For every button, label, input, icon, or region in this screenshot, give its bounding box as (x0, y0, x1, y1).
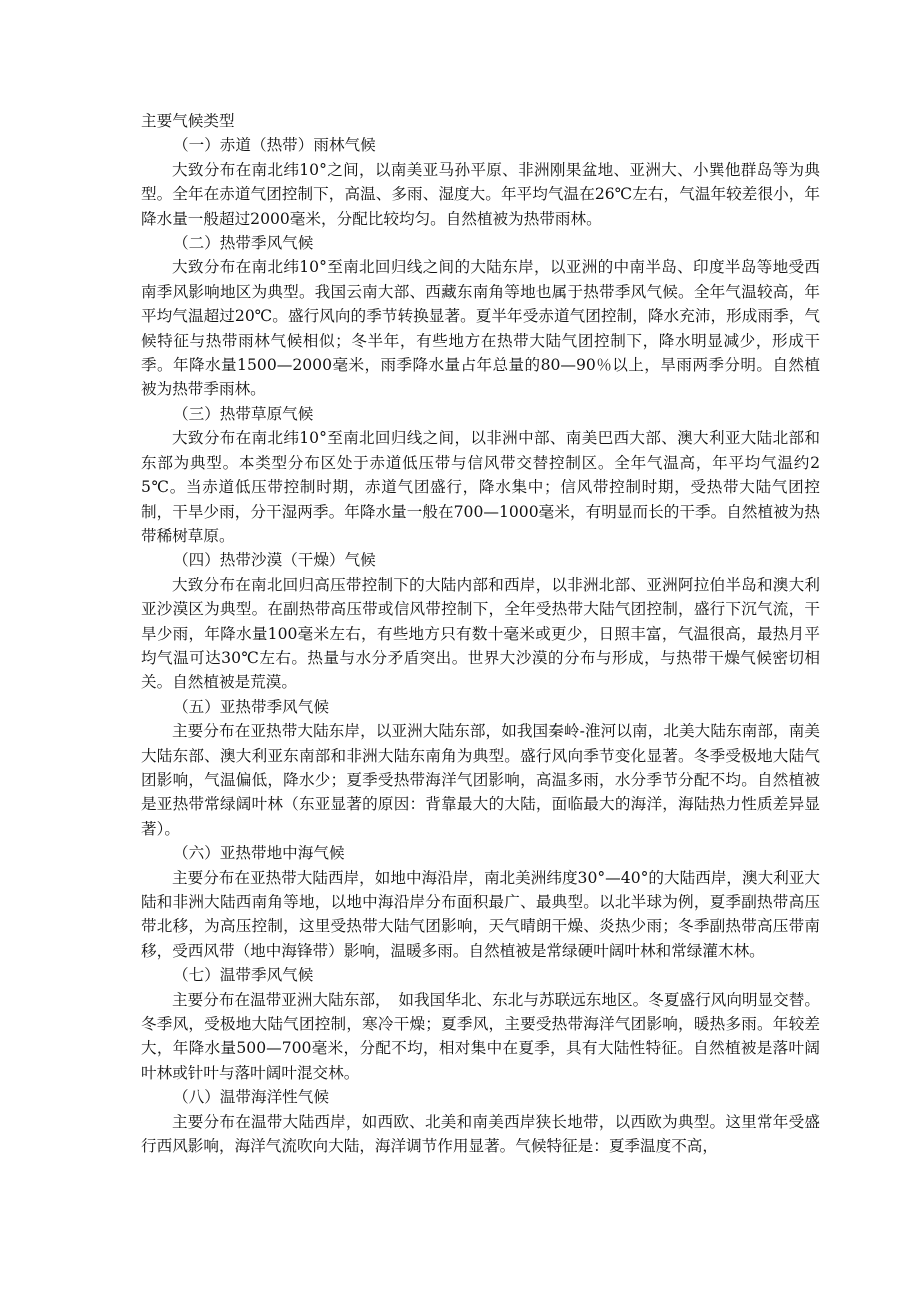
section-tropical-desert (141, 548, 820, 694)
section-body: 主要分布在温带大陆西岸，如西欧、北美和南美西岸狭长地带，以西欧为典型。这里常年受盛行西风影响，海洋气流吹向大陆，海洋调节作用显著。气候特征是：夏季温度不高， (141, 1112, 820, 1156)
section-heading: （一）赤道（热带）雨林气候 (173, 136, 376, 155)
section-heading: （八）温带海洋性气候 (173, 1088, 329, 1107)
section-tropical-monsoon (141, 231, 820, 402)
section-body: 主要分布在亚热带大陆东岸，以亚洲大陆东部，如我国秦岭-淮河以南，北美大陆东南部，南美大陆东部、澳大利亚东南部和非洲大陆东南角为典型。盛行风向季节变化显著。冬季受极地大陆气团影响，气温偏低，降水少；夏季受热带海洋气团影响，高温多雨，水分季节分配不均。自然植被是亚热带常绿阔叶林（东亚显著的原因：背靠最大的大陆，面临最大的海洋，海陆热力性质差异显著）。 (141, 722, 820, 838)
section-heading: （二）热带季风气候 (173, 234, 314, 253)
section-body: 主要分布在温带亚洲大陆东部， 如我国华北、东北与苏联远东地区。冬夏盛行风向明显交替。冬季风，受极地大陆气团控制，寒冷干燥；夏季风，主要受热带海洋气团影响，暖热多雨。年较差大，年降水量500—700毫米，分配不均，相对集中在夏季，具有大陆性特征。自然植被是落叶阔叶林或针叶与落叶阔叶混交林。 (141, 990, 820, 1082)
section-heading: （五）亚热带季风气候 (173, 697, 329, 716)
section-heading: （七）温带季风气候 (173, 966, 314, 985)
section-subtropical-monsoon (141, 695, 820, 841)
section-body: 大致分布在南北纬10°之间，以南美亚马孙平原、非洲刚果盆地、亚洲大、小巽他群岛等为典型。全年在赤道气团控制下，高温、多雨、湿度大。年平均气温在26℃左右，气温年较差很小，年降水量一般超过2000毫米，分配比较均匀。自然植被为热带雨林。 (141, 160, 820, 228)
section-tropical-savanna (141, 402, 820, 548)
section-heading: （四）热带沙漠（干燥）气候 (173, 551, 376, 570)
section-temperate-oceanic (141, 1085, 820, 1158)
section-body: 主要分布在亚热带大陆西岸，如地中海沿岸，南北美洲纬度30°—40°的大陆西岸，澳大利亚大陆和非洲大陆西南角等地，以地中海沿岸分布面积最广、最典型。以北半球为例，夏季副热带高压带北移，为高压控制，这里受热带大陆气团影响，天气晴朗干燥、炎热少雨；冬季副热带高压带南移，受西风带（地中海锋带）影响，温暖多雨。自然植被是常绿硬叶阔叶林和常绿灌木林。 (141, 868, 820, 960)
section-body: 大致分布在南北纬10°至南北回归线之间的大陆东岸，以亚洲的中南半岛、印度半岛等地受西南季风影响地区为典型。我国云南大部、西藏东南角等地也属于热带季风气候。全年气温较高，年平均气温超过20℃。盛行风向的季节转换显著。夏半年受赤道气团控制，降水充沛，形成雨季，气候特征与热带雨林气候相似；冬半年，有些地方在热带大陆气团控制下，降水明显减少，形成干季。年降水量1500—2000毫米，雨季降水量占年总量的80—90％以上，旱雨两季分明。自然植被为热带季雨林。 (141, 258, 820, 399)
section-equatorial-rainforest (141, 133, 820, 231)
section-body: 大致分布在南北回归高压带控制下的大陆内部和西岸，以非洲北部、亚洲阿拉伯半岛和澳大利亚沙漠区为典型。在副热带高压带或信风带控制下，全年受热带大陆气团控制，盛行下沉气流，干旱少雨，年降水量100毫米左右，有些地方只有数十毫米或更少，日照丰富，气温很高，最热月平均气温可达30℃左右。热量与水分矛盾突出。世界大沙漠的分布与形成，与热带干燥气候密切相关。自然植被是荒漠。 (141, 575, 820, 692)
document-title: 主要气候类型 (141, 112, 235, 130)
section-heading: （六）亚热带地中海气候 (173, 844, 345, 863)
section-body: 大致分布在南北纬10°至南北回归线之间，以非洲中部、南美巴西大部、澳大利亚大陆北部和东部为典型。本类型分布区处于赤道低压带与信风带交替控制区。全年气温高，年平均气温约25℃。当赤道低压带控制时期，赤道气团盛行，降水集中；信风带控制时期，受热带大陆气团控制，干旱少雨，分干湿两季。年降水量一般在700—1000毫米，有明显而长的干季。自然植被为热带稀树草原。 (141, 429, 820, 545)
section-temperate-monsoon (141, 963, 820, 1085)
section-mediterranean (141, 841, 820, 963)
section-heading: （三）热带草原气候 (173, 404, 314, 423)
